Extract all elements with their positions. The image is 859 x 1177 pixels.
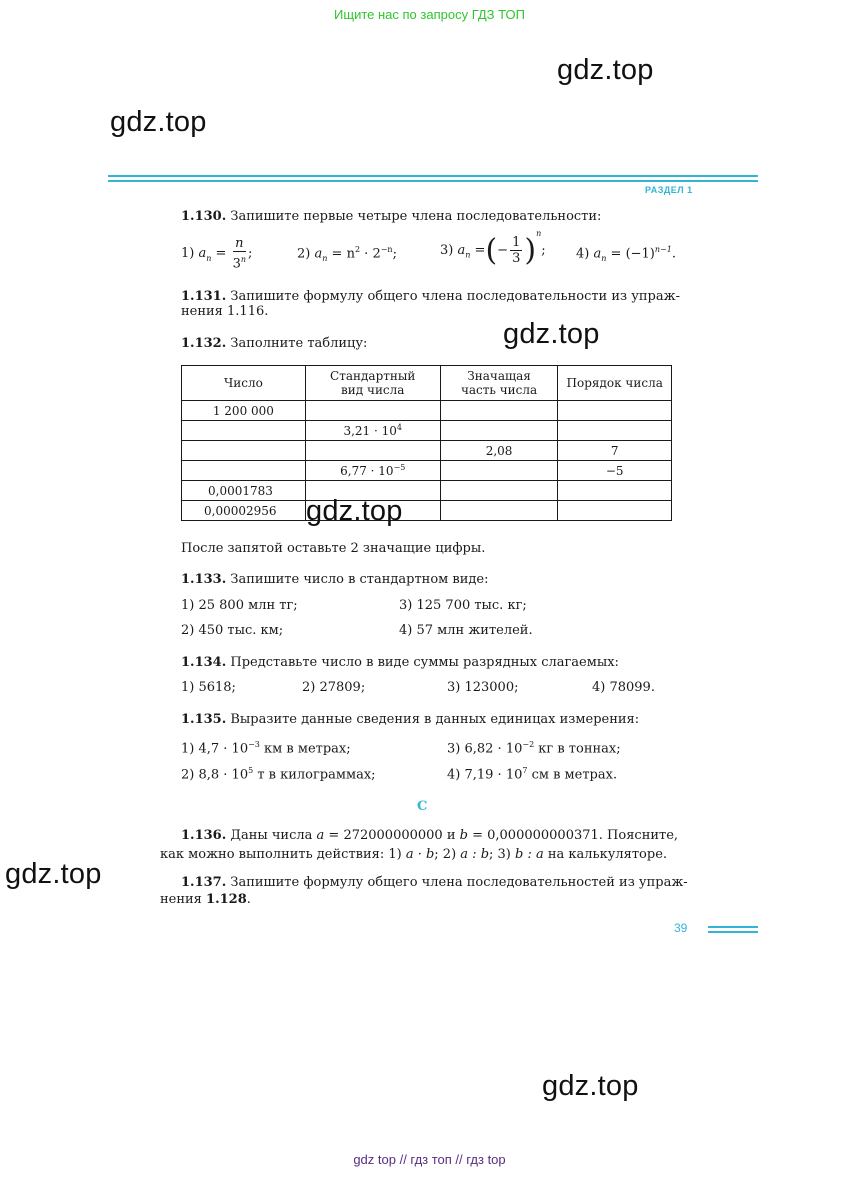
table-header: Число (182, 366, 306, 401)
fraction: $\frac{n}{3^n}$ (232, 236, 247, 272)
watermark: gdz.top (503, 318, 600, 350)
table-row (182, 441, 672, 461)
exercise-1-132-heading: 1.132. Заполните таблицу: (181, 336, 368, 351)
sequence-formula-1: 1) $a_n$ = $\frac{n}{3^n}$ ; (181, 236, 253, 272)
fraction: $\frac{1}{3}$ (512, 235, 521, 266)
exercise-1-136-line2: как можно выполнить действия: 1) a · b; 2) a : b; 3) b : a на калькуляторе. (160, 847, 668, 862)
sequence-formula-4: 4) $a_n = (-1)^{n-1}$. (576, 245, 676, 263)
top-search-hint[interactable]: Ищите нас по запросу ГДЗ ТОП (334, 7, 525, 22)
list-item: 3) 123000; (447, 680, 519, 695)
list-item: 2) 450 тыс. км; (181, 623, 284, 638)
exercise-1-133-heading: 1.133. Запишите число в стандартном виде: (181, 572, 489, 587)
header-rule-top (108, 175, 758, 177)
list-item: 4) 57 млн жителей. (399, 623, 533, 638)
number-table (181, 365, 672, 521)
table-cell: 2,08 (440, 441, 558, 461)
watermark: gdz.top (306, 495, 403, 527)
table-cell (558, 481, 672, 501)
section-c-label: C (417, 799, 428, 814)
table-cell (305, 401, 440, 421)
table-cell (182, 461, 306, 481)
table-cell: $6,77 \cdot 10^{-5}$ (305, 461, 440, 481)
header-rule-bottom (108, 180, 758, 182)
exercise-1-130-heading (181, 207, 601, 226)
sequence-formula-3: 3) $a_n$ =(− $\frac{1}{3}$ )$^n$; (440, 229, 546, 268)
table-cell: 1 200 000 (182, 401, 306, 421)
table-cell: 0,0001783 (182, 481, 306, 501)
footer-rule-bottom (708, 931, 758, 933)
footer-rule-top (708, 926, 758, 928)
sequence-formula-2: 2) $a_n = n^2 \cdot 2^{-n}$; (297, 245, 397, 263)
exercise-1-135-heading: 1.135. Выразите данные сведения в данных единицах измерения: (181, 712, 640, 727)
exercise-1-131-line2: нения 1.116. (181, 304, 269, 319)
table-cell (558, 421, 672, 441)
table-row (182, 421, 672, 441)
table-header-row (182, 366, 672, 401)
footer-links[interactable]: gdz top // гдз топ // гдз top (353, 1152, 506, 1167)
list-item: 1) 5618; (181, 680, 236, 695)
exercise-number: 1.130. (181, 209, 227, 224)
exercise-1-136: 1.136. Даны числа a = 272000000000 и b = 0,000000000371. Поясните, (181, 828, 679, 843)
exercise-1-134-heading: 1.134. Представьте число в виде суммы разрядных слагаемых: (181, 655, 619, 670)
section-label: РАЗДЕЛ 1 (645, 185, 693, 195)
table-note: После запятой оставьте 2 значащие цифры. (181, 541, 486, 556)
exercise-text: Запишите первые четыре члена последовательности: (230, 209, 602, 224)
table-cell (440, 481, 558, 501)
watermark: gdz.top (5, 858, 102, 890)
table-cell (440, 501, 558, 521)
table-cell (440, 461, 558, 481)
table-cell (440, 401, 558, 421)
exercise-1-131: 1.131. Запишите формулу общего члена последовательности из упраж- (181, 289, 680, 304)
list-item: 2) $8,8 \cdot 10^5$ т в килограммах; (181, 766, 376, 783)
table-cell: 0,00002956 (182, 501, 306, 521)
table-cell (440, 421, 558, 441)
list-item: 1) $4,7 \cdot 10^{-3}$ км в метрах; (181, 740, 351, 757)
table-header: Значащая часть числа (440, 366, 558, 401)
watermark: gdz.top (557, 54, 654, 86)
table-cell (182, 441, 306, 461)
exercise-1-137-line2: нения 1.128. (160, 892, 251, 907)
list-item: 2) 27809; (302, 680, 366, 695)
table-cell (558, 501, 672, 521)
table-row (182, 401, 672, 421)
table-cell: $3,21 \cdot 10^4$ (305, 421, 440, 441)
table-cell (182, 421, 306, 441)
list-item: 3) $6,82 \cdot 10^{-2}$ кг в тоннах; (447, 740, 621, 757)
table-header: Порядок числа (558, 366, 672, 401)
watermark: gdz.top (542, 1070, 639, 1102)
watermark: gdz.top (110, 106, 207, 138)
table-cell: −5 (558, 461, 672, 481)
page-number: 39 (674, 921, 688, 935)
list-item: 3) 125 700 тыс. кг; (399, 598, 527, 613)
table-row (182, 501, 672, 521)
table-cell: 7 (558, 441, 672, 461)
exercise-1-137: 1.137. Запишите формулу общего члена последовательностей из упраж- (181, 875, 688, 890)
table-cell (558, 401, 672, 421)
table-cell (305, 441, 440, 461)
list-item: 4) $7,19 \cdot 10^7$ см в метрах. (447, 766, 618, 783)
list-item: 4) 78099. (592, 680, 655, 695)
table-header: Стандартный вид числа (305, 366, 440, 401)
table-row (182, 481, 672, 501)
table-row (182, 461, 672, 481)
list-item: 1) 25 800 млн тг; (181, 598, 298, 613)
